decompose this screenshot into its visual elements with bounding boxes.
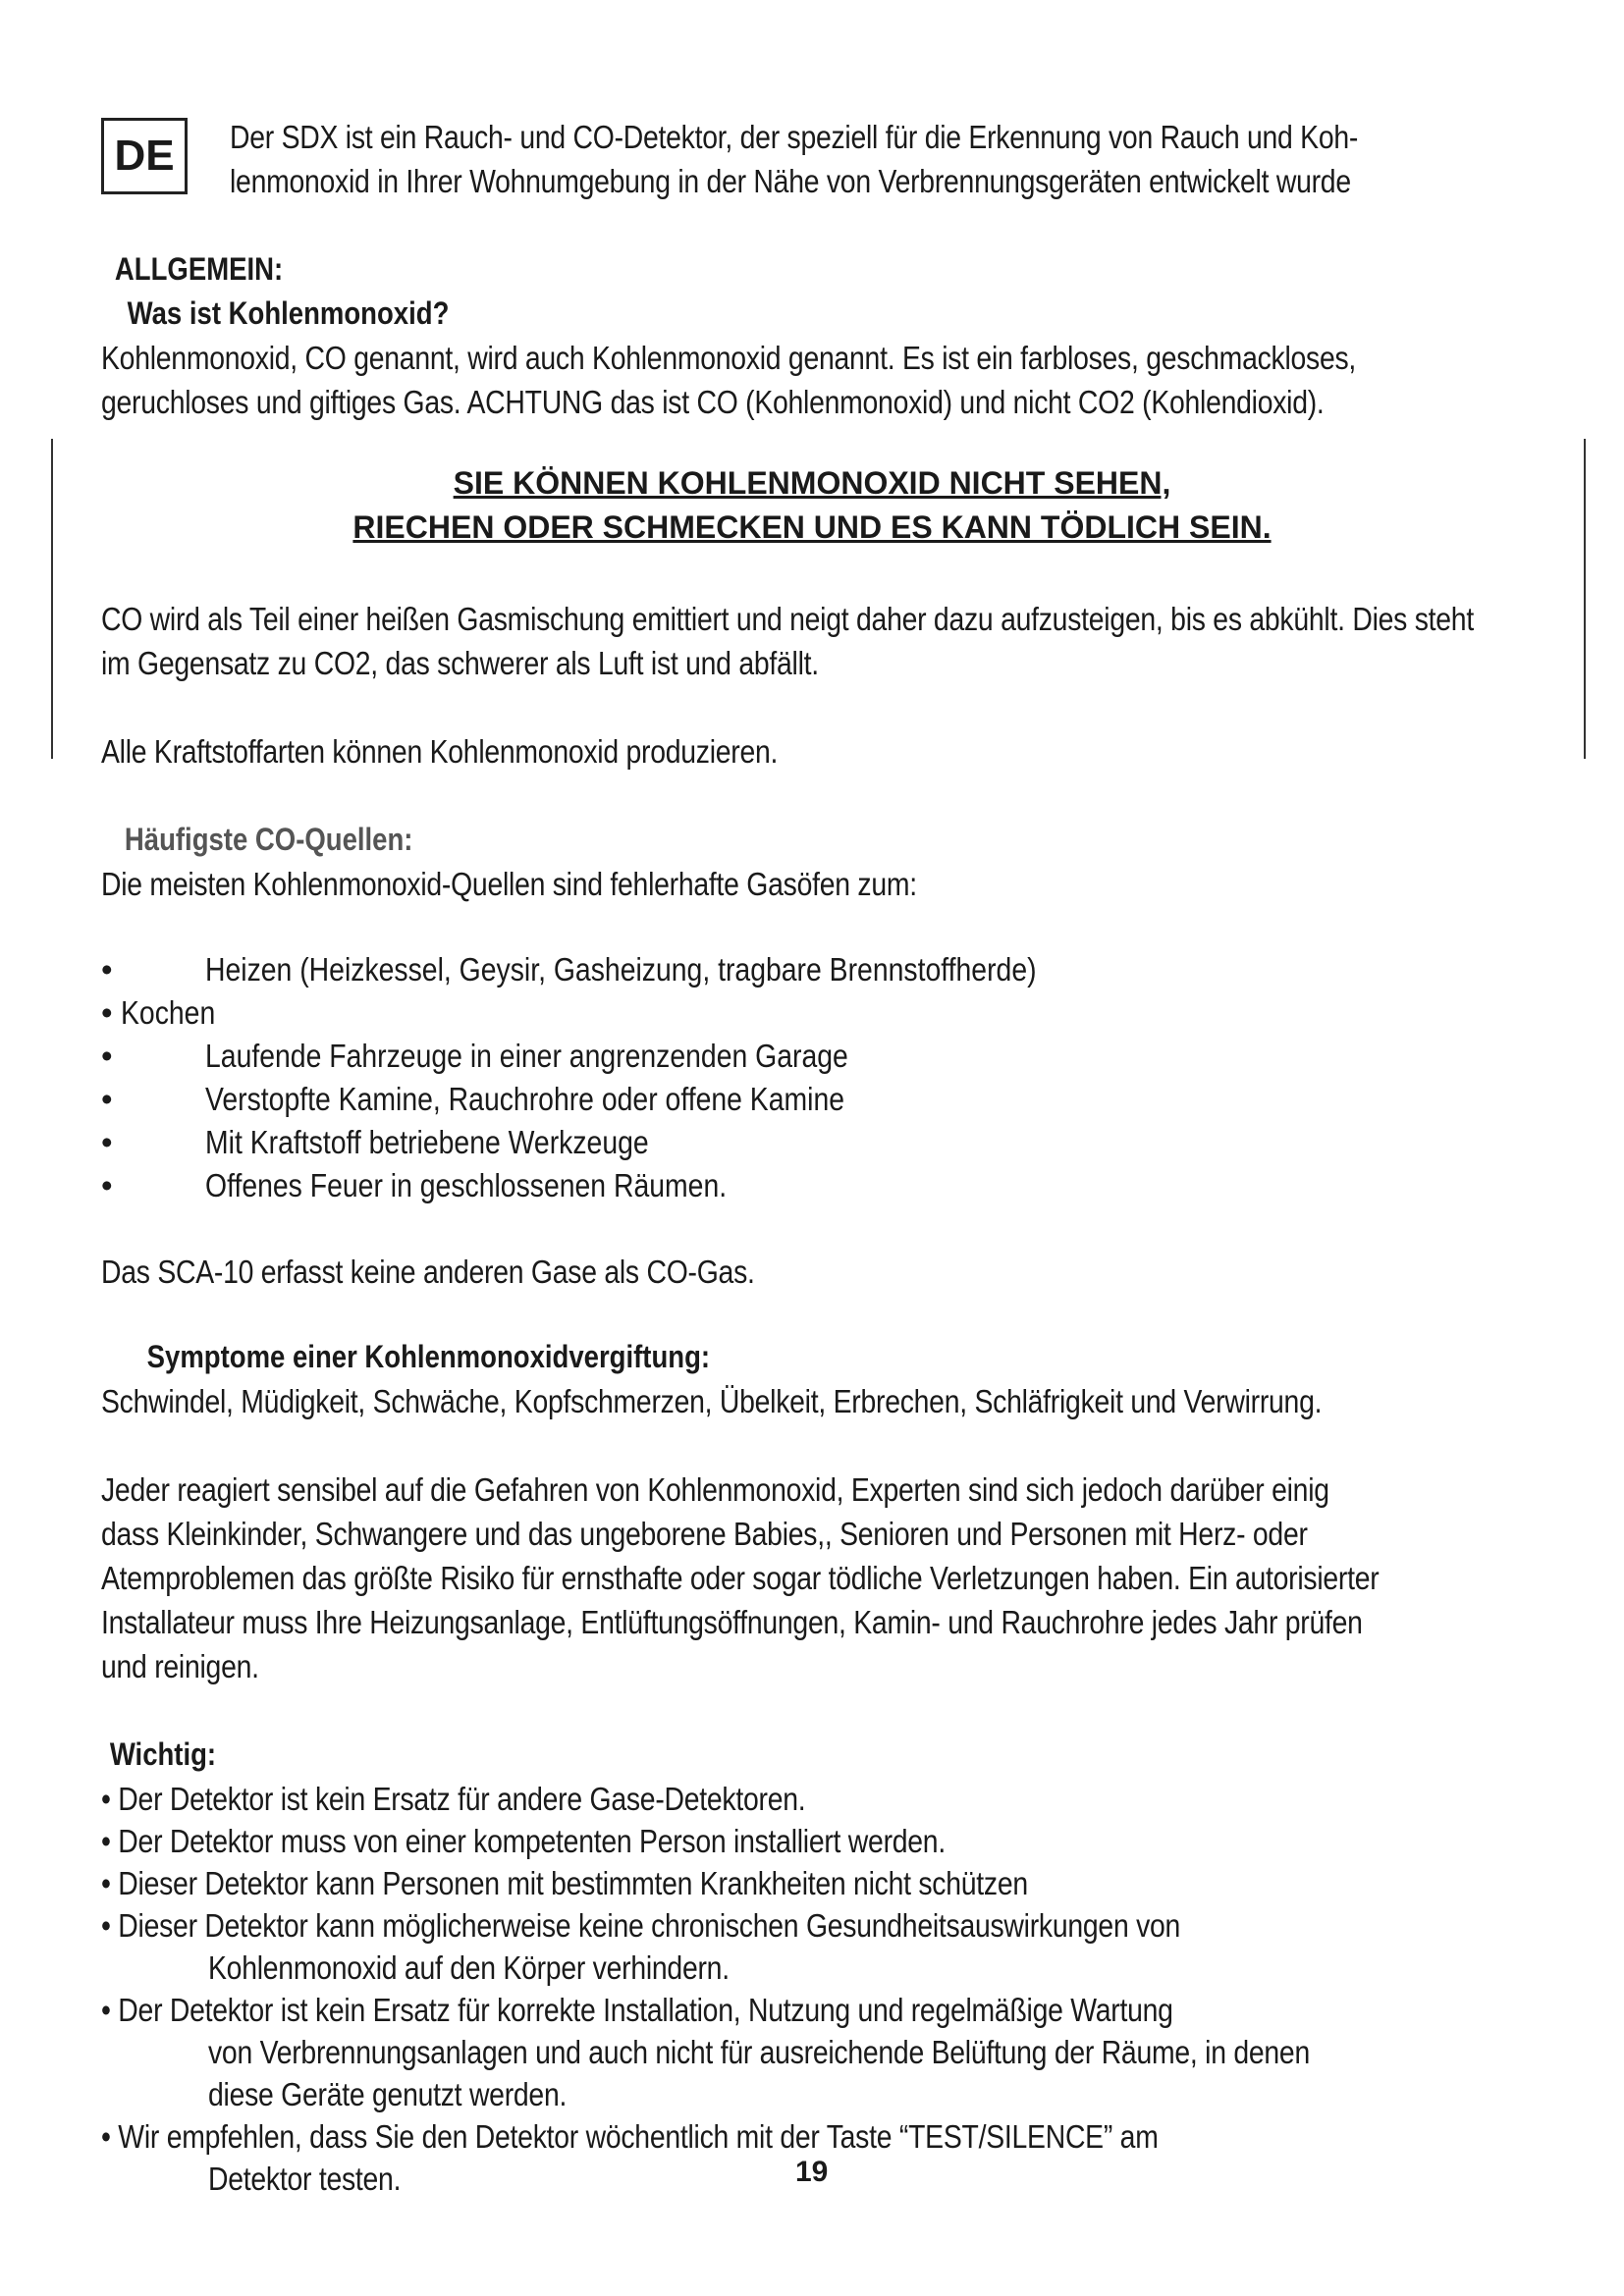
language-badge: DE: [101, 118, 188, 194]
bullet-icon: •: [101, 1124, 113, 1160]
bullet-icon: •: [101, 994, 113, 1031]
symptoms-text: Schwindel, Müdigkeit, Schwäche, Kopfschmerzen, Übelkeit, Erbrechen, Schläfrigkeit und Verwirrung.: [101, 1383, 1323, 1419]
page-number: 19: [795, 2156, 829, 2188]
important-line-1: • Der Detektor ist kein Ersatz für andere Gase-Detektoren.: [101, 1781, 806, 1817]
general-line-1: Kohlenmonoxid, CO genannt, wird auch Kohlenmonoxid genannt. Es ist ein farbloses, geschmackloses,: [101, 340, 1357, 376]
warning-line-1: SIE KÖNNEN KOHLENMONOXID NICHT SEHEN,: [453, 465, 1171, 501]
sca-note: Das SCA-10 erfasst keine anderen Gase als CO-Gas.: [101, 1254, 755, 1290]
source-item-text: Mit Kraftstoff betriebene Werkzeuge: [205, 1124, 649, 1160]
bullet-icon: •: [101, 951, 113, 988]
source-item-text: Heizen (Heizkessel, Geysir, Gasheizung, tragbare Brennstoffherde): [205, 951, 1037, 988]
bullet-icon: •: [101, 1081, 113, 1117]
important-line-2: • Der Detektor muss von einer kompetenten Person installiert werden.: [101, 1823, 946, 1859]
risk-line-1: Jeder reagiert sensibel auf die Gefahren von Kohlenmonoxid, Experten sind sich jedoch darüber einig: [101, 1471, 1329, 1508]
section-heading-symptoms: Symptome einer Kohlenmonoxidvergiftung:: [146, 1339, 711, 1374]
warning-line-2: RIECHEN ODER SCHMECKEN UND ES KANN TÖDLICH SEIN.: [352, 509, 1272, 545]
risk-line-3: Atemproblemen das größte Risiko für ernsthafte oder sogar tödliche Verletzungen haben. Ein autorisierter: [101, 1560, 1380, 1596]
important-line-4: • Dieser Detektor kann möglicherweise keine chronischen Gesundheitsauswirkungen von: [101, 1907, 1181, 1944]
important-line-6: • Der Detektor ist kein Ersatz für korrekte Installation, Nutzung und regelmäßige Wartung: [101, 1992, 1173, 2028]
source-item-text: Laufende Fahrzeuge in einer angrenzenden Garage: [205, 1038, 848, 1074]
bullet-icon: •: [101, 1038, 113, 1074]
section-heading-sources: Häufigste CO-Quellen:: [124, 822, 413, 857]
section-heading-important: Wichtig:: [109, 1736, 217, 1772]
important-line-9: • Wir empfehlen, dass Sie den Detektor wöchentlich mit der Taste “TEST/SILENCE” am: [101, 2118, 1159, 2155]
intro-line-2: lenmonoxid in Ihrer Wohnumgebung in der Nähe von Verbrennungsgeräten entwickelt wurde: [230, 163, 1351, 199]
fuel-note: Alle Kraftstoffarten können Kohlenmonoxid produzieren.: [101, 733, 779, 770]
important-line-5: Kohlenmonoxid auf den Körper verhindern.: [208, 1949, 730, 1986]
bullet-icon: •: [101, 1167, 113, 1203]
source-item-text: Offenes Feuer in geschlossenen Räumen.: [205, 1167, 728, 1203]
important-line-3: • Dieser Detektor kann Personen mit bestimmten Krankheiten nicht schützen: [101, 1865, 1028, 1901]
important-line-7: von Verbrennungsanlagen und auch nicht für ausreichende Belüftung der Räume, in denen: [208, 2034, 1310, 2070]
co-rise-line-2: im Gegensatz zu CO2, das schwerer als Luft ist und abfällt.: [101, 645, 819, 681]
important-line-10: Detektor testen.: [208, 2161, 402, 2197]
subheading-what-is-co: Was ist Kohlenmonoxid?: [127, 295, 450, 331]
sources-intro: Die meisten Kohlenmonoxid-Quellen sind fehlerhafte Gasöfen zum:: [101, 866, 917, 902]
important-line-8: diese Geräte genutzt werden.: [208, 2076, 568, 2112]
general-line-2: geruchloses und giftiges Gas. ACHTUNG das ist CO (Kohlenmonoxid) und nicht CO2 (Kohlendioxid).: [101, 384, 1325, 420]
intro-line-1: Der SDX ist ein Rauch- und CO-Detektor, der speziell für die Erkennung von Rauch und Koh-: [230, 119, 1359, 155]
source-item-text: Verstopfte Kamine, Rauchrohre oder offene Kamine: [205, 1081, 845, 1117]
risk-line-2: dass Kleinkinder, Schwangere und das ungeborene Babies,, Senioren und Personen mit Herz- oder: [101, 1516, 1308, 1552]
co-rise-line-1: CO wird als Teil einer heißen Gasmischung emittiert und neigt daher dazu aufzusteigen, bis es abkühlt. Dies steht: [101, 601, 1474, 637]
section-heading-general: ALLGEMEIN:: [114, 251, 284, 287]
source-item-text: Kochen: [121, 994, 216, 1031]
risk-line-5: und reinigen.: [101, 1648, 259, 1684]
risk-line-4: Installateur muss Ihre Heizungsanlage, Entlüftungsöffnungen, Kamin- und Rauchrohre jedes Jahr prüfen: [101, 1604, 1363, 1640]
